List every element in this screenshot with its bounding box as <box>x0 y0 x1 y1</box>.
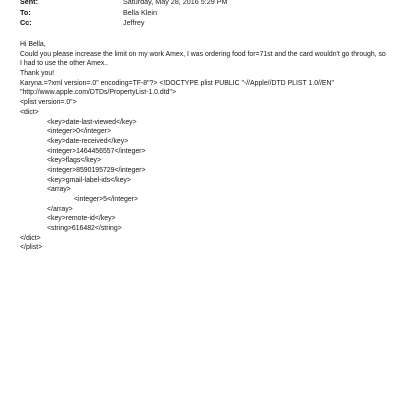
to-row <box>20 8 390 19</box>
dict-close: </dict> <box>20 234 41 242</box>
plist-open: <plist version=.0"> <box>20 99 77 107</box>
key-gmail-label-ids: <key>gmail-label-ids</key> <box>47 176 131 184</box>
integer-date-last-viewed: <integer>0</integer> <box>47 128 111 136</box>
sent-label: Sent: <box>20 0 38 6</box>
greeting: Hi Bella, <box>20 41 46 48</box>
integer-date-received: <integer>1464456557</integer> <box>47 147 146 155</box>
email-body <box>20 40 390 253</box>
dict-open: <dict> <box>20 108 39 116</box>
key-remote-id: <key>remote-id</key> <box>47 215 116 223</box>
key-flags: <key>flags</key> <box>47 157 102 165</box>
cc-label: Cc: <box>20 18 32 27</box>
string-remote-id: <string>616482</string> <box>47 225 122 233</box>
body-line-5: "http://www.apple.com/DTDs/PropertyList-1.0.dtd"> <box>20 89 176 97</box>
body-line-4: Karyna.=?xml version=.0" encoding=TF-8"?> <!DOCTYPE plist PUBLIC "-//Apple//DTD PLIST 1.0//EN" <box>20 79 334 87</box>
array-open: <array> <box>47 186 71 194</box>
body-line-1: Could you please increase the limit on my work Amex, I was ordering food for=71st and the card wouldn't go through, so <box>20 50 386 58</box>
to-value: Bella Klein <box>123 7 157 17</box>
email-header <box>20 0 390 29</box>
array-close: </array> <box>47 205 73 213</box>
key-date-received: <key>date-received</key> <box>47 137 129 145</box>
cc-row <box>20 18 390 29</box>
key-date-last-viewed: <key>date-last-viewed</key> <box>47 118 137 126</box>
body-line-3: Thank you! <box>20 70 55 78</box>
cc-value: Jeffrey <box>123 18 145 27</box>
to-label: To: <box>20 7 31 17</box>
body-line-2: I had to use the other Amex.. <box>20 60 109 68</box>
integer-label-id: <integer>5</integer> <box>74 196 138 203</box>
sent-row <box>20 0 390 8</box>
integer-flags: <integer>8590195729</integer> <box>47 166 146 174</box>
sent-value: Saturday, May 28, 2016 5:29 PM <box>123 0 228 6</box>
plist-close: </plist> <box>20 244 43 252</box>
